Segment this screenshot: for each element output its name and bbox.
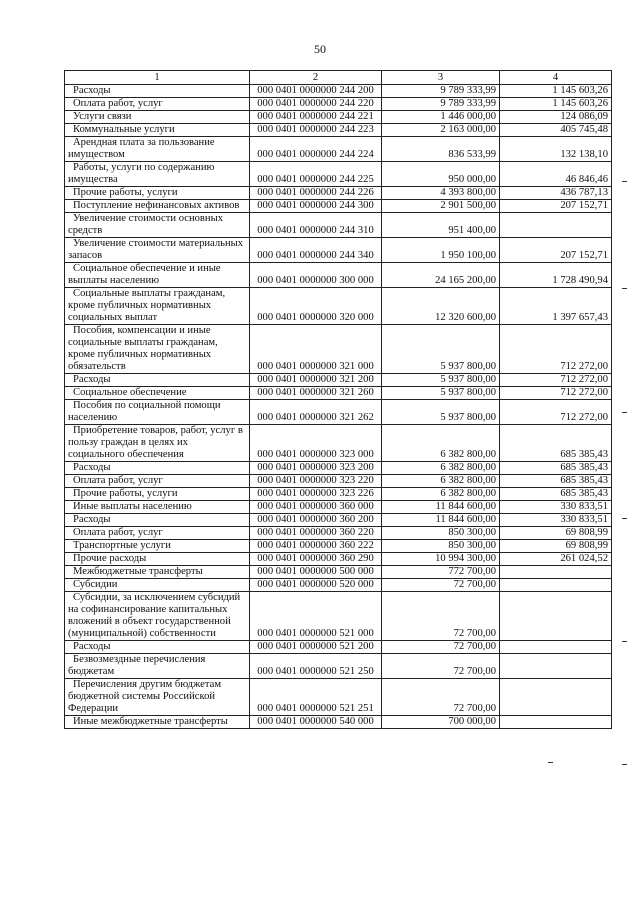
row-name-text: Оплата работ, услуг (73, 98, 163, 109)
row-code: 000 0401 0000000 321 000 (250, 325, 382, 374)
row-code: 000 0401 0000000 321 262 (250, 400, 382, 425)
row-value-executed: 712 272,00 (500, 374, 612, 387)
table-body (65, 85, 612, 729)
row-name (65, 374, 250, 387)
row-name-text: Расходы (73, 462, 111, 473)
row-name-text: Расходы (73, 374, 111, 385)
row-value-executed: 69 808,99 (500, 527, 612, 540)
row-name (65, 325, 250, 374)
table-row (65, 475, 612, 488)
row-value-executed: 1 145 603,26 (500, 98, 612, 111)
row-value-approved: 72 700,00 (382, 641, 500, 654)
row-code: 000 0401 0000000 360 200 (250, 514, 382, 527)
row-value-executed: 685 385,43 (500, 425, 612, 462)
row-value-approved: 5 937 800,00 (382, 400, 500, 425)
row-value-approved: 11 844 600,00 (382, 501, 500, 514)
scan-mark (548, 762, 553, 763)
row-name-text: Арендная плата за пользование имуществом (68, 137, 215, 160)
row-name (65, 654, 250, 679)
row-name (65, 579, 250, 592)
row-code: 000 0401 0000000 321 200 (250, 374, 382, 387)
row-name (65, 501, 250, 514)
column-header-1: 1 (65, 71, 250, 85)
row-name (65, 387, 250, 400)
row-name (65, 213, 250, 238)
table-row (65, 654, 612, 679)
row-value-approved: 4 393 800,00 (382, 187, 500, 200)
row-value-executed: 685 385,43 (500, 475, 612, 488)
row-value-approved: 772 700,00 (382, 566, 500, 579)
row-value-executed (500, 654, 612, 679)
row-name-text: Увеличение стоимости основных средств (68, 213, 224, 236)
table-row (65, 400, 612, 425)
row-value-approved: 9 789 333,99 (382, 85, 500, 98)
row-name (65, 238, 250, 263)
row-code: 000 0401 0000000 323 226 (250, 488, 382, 501)
row-name-text: Социальное обеспечение (73, 387, 187, 398)
row-name-text: Пособия, компенсации и иные социальные выплаты гражданам, кроме публичных нормативных обязательств (68, 325, 218, 372)
row-name (65, 641, 250, 654)
row-value-approved: 951 400,00 (382, 213, 500, 238)
row-name-text: Услуги связи (73, 111, 132, 122)
row-value-executed (500, 579, 612, 592)
table-row (65, 566, 612, 579)
row-code: 000 0401 0000000 244 300 (250, 200, 382, 213)
row-code: 000 0401 0000000 521 250 (250, 654, 382, 679)
row-name (65, 425, 250, 462)
row-code: 000 0401 0000000 244 224 (250, 137, 382, 162)
row-value-executed (500, 679, 612, 716)
row-value-approved: 6 382 800,00 (382, 475, 500, 488)
row-code: 000 0401 0000000 323 000 (250, 425, 382, 462)
row-value-approved: 950 000,00 (382, 162, 500, 187)
row-code: 000 0401 0000000 521 200 (250, 641, 382, 654)
row-value-approved: 24 165 200,00 (382, 263, 500, 288)
row-value-executed: 261 024,52 (500, 553, 612, 566)
row-name-text: Расходы (73, 514, 111, 525)
row-name (65, 263, 250, 288)
row-value-executed: 330 833,51 (500, 514, 612, 527)
row-name-text: Расходы (73, 85, 111, 96)
row-value-approved: 850 300,00 (382, 527, 500, 540)
table-row (65, 263, 612, 288)
row-name (65, 85, 250, 98)
scan-mark (622, 518, 627, 519)
row-code: 000 0401 0000000 360 222 (250, 540, 382, 553)
row-name-text: Иные межбюджетные трансферты (73, 716, 228, 727)
table-row (65, 187, 612, 200)
row-code: 000 0401 0000000 540 000 (250, 716, 382, 729)
row-value-executed: 685 385,43 (500, 488, 612, 501)
row-value-approved: 11 844 600,00 (382, 514, 500, 527)
row-name (65, 488, 250, 501)
table-row (65, 553, 612, 566)
table-row (65, 679, 612, 716)
row-code: 000 0401 0000000 244 226 (250, 187, 382, 200)
row-name-text: Коммунальные услуги (73, 124, 175, 135)
row-code: 000 0401 0000000 244 220 (250, 98, 382, 111)
row-code: 000 0401 0000000 244 223 (250, 124, 382, 137)
row-name-text: Субсидии, за исключением субсидий на софинансирование капитальных вложений в объект государственной (муниципальной) собственности (68, 592, 241, 639)
row-name-text: Увеличение стоимости материальных запасов (68, 238, 244, 261)
row-value-executed: 405 745,48 (500, 124, 612, 137)
row-name-text: Пособия по социальной помощи населению (68, 400, 221, 423)
row-value-executed: 207 152,71 (500, 238, 612, 263)
row-value-executed (500, 592, 612, 641)
row-value-executed: 207 152,71 (500, 200, 612, 213)
row-name (65, 527, 250, 540)
row-name (65, 540, 250, 553)
table-row (65, 462, 612, 475)
row-code: 000 0401 0000000 360 220 (250, 527, 382, 540)
table-row (65, 501, 612, 514)
row-value-executed: 712 272,00 (500, 387, 612, 400)
scan-mark (622, 288, 627, 289)
row-name (65, 111, 250, 124)
row-code: 000 0401 0000000 244 225 (250, 162, 382, 187)
row-name-text: Приобретение товаров, работ, услуг в пользу граждан в целях их социального обеспечения (68, 425, 243, 460)
row-name (65, 98, 250, 111)
row-value-approved: 6 382 800,00 (382, 488, 500, 501)
row-value-approved: 2 163 000,00 (382, 124, 500, 137)
row-code: 000 0401 0000000 300 000 (250, 263, 382, 288)
row-code: 000 0401 0000000 320 000 (250, 288, 382, 325)
row-name (65, 187, 250, 200)
row-code: 000 0401 0000000 500 000 (250, 566, 382, 579)
row-code: 000 0401 0000000 321 260 (250, 387, 382, 400)
row-name (65, 200, 250, 213)
row-value-executed: 46 846,46 (500, 162, 612, 187)
row-name-text: Поступление нефинансовых активов (73, 200, 240, 211)
row-value-approved: 850 300,00 (382, 540, 500, 553)
row-value-executed: 69 808,99 (500, 540, 612, 553)
table-row (65, 325, 612, 374)
row-name (65, 400, 250, 425)
table-row (65, 98, 612, 111)
row-value-approved: 5 937 800,00 (382, 387, 500, 400)
table-row (65, 288, 612, 325)
scan-mark (622, 412, 627, 413)
row-value-executed (500, 716, 612, 729)
column-header-4: 4 (500, 71, 612, 85)
table-row (65, 387, 612, 400)
table-row (65, 425, 612, 462)
column-header-3: 3 (382, 71, 500, 85)
table-row (65, 716, 612, 729)
row-value-executed (500, 213, 612, 238)
row-name-text: Оплата работ, услуг (73, 475, 163, 486)
row-value-approved: 700 000,00 (382, 716, 500, 729)
row-name-text: Иные выплаты населению (73, 501, 192, 512)
row-name (65, 553, 250, 566)
table-row (65, 137, 612, 162)
row-name-text: Работы, услуги по содержанию имущества (68, 162, 215, 185)
row-value-executed: 712 272,00 (500, 400, 612, 425)
row-name-text: Прочие расходы (73, 553, 147, 564)
row-value-approved: 2 901 500,00 (382, 200, 500, 213)
row-name-text: Межбюджетные трансферты (73, 566, 203, 577)
row-code: 000 0401 0000000 360 290 (250, 553, 382, 566)
row-name (65, 592, 250, 641)
table-row (65, 527, 612, 540)
row-name-text: Транспортные услуги (73, 540, 171, 551)
row-value-approved: 12 320 600,00 (382, 288, 500, 325)
row-name-text: Социальные выплаты гражданам, кроме публичных нормативных социальных выплат (68, 288, 226, 323)
row-value-approved: 72 700,00 (382, 592, 500, 641)
row-value-executed: 1 397 657,43 (500, 288, 612, 325)
table-row (65, 514, 612, 527)
row-name (65, 514, 250, 527)
row-name (65, 162, 250, 187)
row-value-executed: 132 138,10 (500, 137, 612, 162)
row-name-text: Прочие работы, услуги (73, 488, 178, 499)
row-name (65, 462, 250, 475)
row-name-text: Перечисления другим бюджетам бюджетной системы Российской Федерации (68, 679, 222, 714)
column-header-2: 2 (250, 71, 382, 85)
row-value-executed: 124 086,09 (500, 111, 612, 124)
row-value-approved: 1 950 100,00 (382, 238, 500, 263)
row-name-text: Безвозмездные перечисления бюджетам (68, 654, 206, 677)
row-value-executed (500, 566, 612, 579)
row-value-approved: 836 533,99 (382, 137, 500, 162)
row-code: 000 0401 0000000 360 000 (250, 501, 382, 514)
scan-mark (622, 764, 627, 765)
row-value-approved: 6 382 800,00 (382, 462, 500, 475)
row-name-text: Прочие работы, услуги (73, 187, 178, 198)
row-code: 000 0401 0000000 244 310 (250, 213, 382, 238)
table-row (65, 579, 612, 592)
row-name (65, 716, 250, 729)
row-code: 000 0401 0000000 521 000 (250, 592, 382, 641)
row-value-executed: 330 833,51 (500, 501, 612, 514)
row-name-text: Расходы (73, 641, 111, 652)
table-row (65, 540, 612, 553)
row-name-text: Оплата работ, услуг (73, 527, 163, 538)
row-value-approved: 72 700,00 (382, 679, 500, 716)
row-value-approved: 1 446 000,00 (382, 111, 500, 124)
table-row (65, 213, 612, 238)
row-code: 000 0401 0000000 244 221 (250, 111, 382, 124)
table-header (65, 71, 612, 85)
budget-table (64, 70, 612, 729)
row-value-approved: 10 994 300,00 (382, 553, 500, 566)
row-name (65, 137, 250, 162)
row-name-text: Социальное обеспечение и иные выплаты населению (68, 263, 221, 286)
row-value-executed: 685 385,43 (500, 462, 612, 475)
row-value-approved: 6 382 800,00 (382, 425, 500, 462)
table-row (65, 111, 612, 124)
row-name-text: Субсидии (73, 579, 118, 590)
row-name (65, 679, 250, 716)
row-value-approved: 5 937 800,00 (382, 374, 500, 387)
table-row (65, 238, 612, 263)
row-value-approved: 72 700,00 (382, 579, 500, 592)
row-code: 000 0401 0000000 244 340 (250, 238, 382, 263)
row-name (65, 566, 250, 579)
scan-mark (622, 641, 627, 642)
row-value-executed: 436 787,13 (500, 187, 612, 200)
scan-mark (622, 181, 627, 182)
row-code: 000 0401 0000000 520 000 (250, 579, 382, 592)
row-code: 000 0401 0000000 244 200 (250, 85, 382, 98)
table-row (65, 85, 612, 98)
row-value-executed: 712 272,00 (500, 325, 612, 374)
row-name (65, 475, 250, 488)
row-value-executed: 1 145 603,26 (500, 85, 612, 98)
row-value-approved: 72 700,00 (382, 654, 500, 679)
row-name (65, 288, 250, 325)
table-row (65, 200, 612, 213)
row-code: 000 0401 0000000 521 251 (250, 679, 382, 716)
row-code: 000 0401 0000000 323 220 (250, 475, 382, 488)
table-row (65, 592, 612, 641)
row-value-approved: 9 789 333,99 (382, 98, 500, 111)
row-value-executed: 1 728 490,94 (500, 263, 612, 288)
row-code: 000 0401 0000000 323 200 (250, 462, 382, 475)
table-row (65, 124, 612, 137)
page-number: 50 (314, 42, 326, 56)
row-name (65, 124, 250, 137)
row-value-approved: 5 937 800,00 (382, 325, 500, 374)
table-row (65, 374, 612, 387)
table-row (65, 641, 612, 654)
table-row (65, 162, 612, 187)
row-value-executed (500, 641, 612, 654)
table-row (65, 488, 612, 501)
